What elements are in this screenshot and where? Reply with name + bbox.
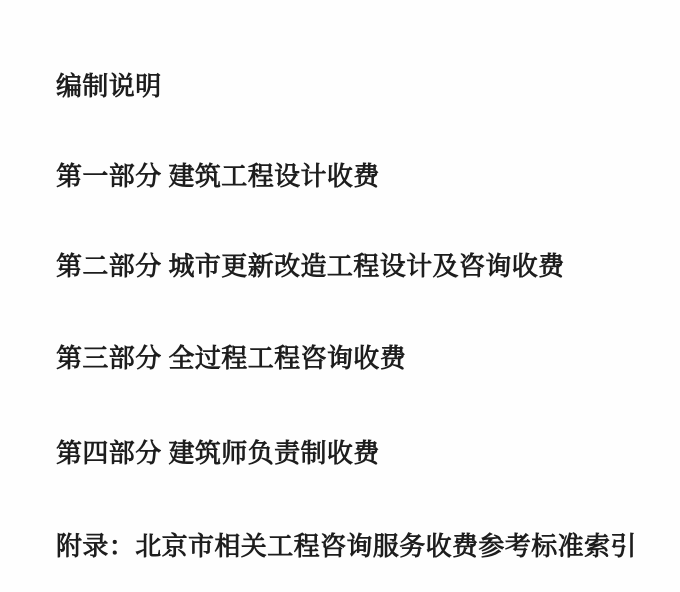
heading-compilation-notes: 编制说明 xyxy=(56,72,162,101)
heading-part-1-building-design-fees: 第一部分 建筑工程设计收费 xyxy=(56,162,380,191)
heading-appendix-beijing-fee-reference-index: 附录：北京市相关工程咨询服务收费参考标准索引 xyxy=(56,532,637,561)
heading-part-2-urban-renewal-design-consulting-fees: 第二部分 城市更新改造工程设计及咨询收费 xyxy=(56,252,565,281)
heading-part-4-architect-responsibility-fees: 第四部分 建筑师负责制收费 xyxy=(56,439,380,468)
heading-part-3-whole-process-consulting-fees: 第三部分 全过程工程咨询收费 xyxy=(56,344,407,373)
